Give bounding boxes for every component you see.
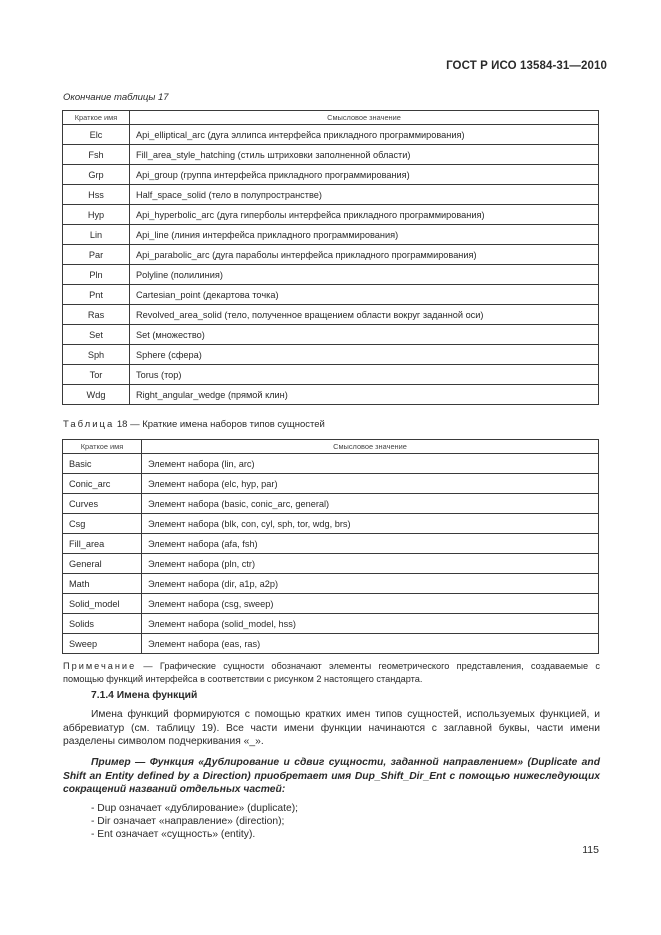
table-row: [63, 534, 599, 554]
table-row: [63, 225, 599, 245]
cell-short-name: General: [63, 554, 142, 574]
cell-meaning: Polyline (полилиния): [130, 265, 599, 285]
cell-meaning: Half_space_solid (тело в полупространстве): [130, 185, 599, 205]
table-row: [63, 385, 599, 405]
cell-meaning: Right_angular_wedge (прямой клин): [130, 385, 599, 405]
table-row: [63, 614, 599, 634]
page-number: 115: [582, 844, 599, 856]
column-header-meaning: Смысловое значение: [130, 111, 599, 125]
table-row: [63, 285, 599, 305]
cell-short-name: Set: [63, 325, 130, 345]
paragraph-function-names: Имена функций формируются с помощью кратких имен типов сущностей, используемых функцией, и аббревиатур (см. таблицу 19). Все части имени функции начинаются с заглавной буквы, части имени разделены символом подчеркивания «_».: [63, 709, 600, 747]
cell-meaning: Элемент набора (csg, sweep): [142, 594, 599, 614]
cell-short-name: Hyp: [63, 205, 130, 225]
cell-meaning: Элемент набора (pln, ctr): [142, 554, 599, 574]
table-row: [63, 325, 599, 345]
table-row: [63, 345, 599, 365]
table18-caption: [63, 419, 325, 430]
cell-short-name: Hss: [63, 185, 130, 205]
cell-short-name: Solids: [63, 614, 142, 634]
list-item: - Dir означает «направление» (direction);: [91, 816, 285, 827]
cell-short-name: Par: [63, 245, 130, 265]
cell-meaning: Set (множество): [130, 325, 599, 345]
cell-short-name: Math: [63, 574, 142, 594]
table-row: [63, 494, 599, 514]
table-header-row: [63, 440, 599, 454]
cell-short-name: Grp: [63, 165, 130, 185]
cell-meaning: Элемент набора (solid_model, hss): [142, 614, 599, 634]
table-row: [63, 245, 599, 265]
note-text: — Графические сущности обозначают элементы геометрического представления, создаваемые с помощью функций интерфейса в соответствии с рисунком 2 настоящего стандарта.: [63, 661, 600, 684]
note-label: Примечание: [63, 661, 137, 671]
table-row: [63, 454, 599, 474]
table-row: [63, 594, 599, 614]
table-header-row: [63, 111, 599, 125]
cell-short-name: Lin: [63, 225, 130, 245]
note: [63, 660, 600, 685]
table-row: [63, 365, 599, 385]
table-row: [63, 514, 599, 534]
abbreviation-list: [91, 802, 298, 841]
paragraph-example: Пример — Функция «Дублирование и сдвиг сущности, заданной направлением» (Duplicate and Shift an Entity defined by a Direction) приобретает имя Dup_Shift_Dir_Ent с помощью нижеследующих сокращений названий отдельных частей:: [63, 757, 600, 795]
cell-short-name: Tor: [63, 365, 130, 385]
cell-short-name: Conic_arc: [63, 474, 142, 494]
table-row: [63, 125, 599, 145]
table-row: [63, 185, 599, 205]
column-header-short-name: Краткое имя: [63, 111, 130, 125]
cell-meaning: Элемент набора (blk, con, cyl, sph, tor, wdg, brs): [142, 514, 599, 534]
table-row: [63, 265, 599, 285]
document-code: ГОСТ Р ИСО 13584-31—2010: [446, 60, 607, 72]
table-row: [63, 145, 599, 165]
table-17: [62, 110, 599, 405]
table-row: [63, 305, 599, 325]
table-row: [63, 554, 599, 574]
cell-meaning: Элемент набора (lin, arc): [142, 454, 599, 474]
cell-meaning: Api_hyperbolic_arc (дуга гиперболы интерфейса прикладного программирования): [130, 205, 599, 225]
cell-short-name: Ras: [63, 305, 130, 325]
cell-meaning: Torus (тор): [130, 365, 599, 385]
table-18: [62, 439, 599, 654]
cell-short-name: Csg: [63, 514, 142, 534]
cell-meaning: Api_elliptical_arc (дуга эллипса интерфейса прикладного программирования): [130, 125, 599, 145]
cell-meaning: Элемент набора (afa, fsh): [142, 534, 599, 554]
cell-meaning: Элемент набора (eas, ras): [142, 634, 599, 654]
cell-meaning: Элемент набора (elc, hyp, par): [142, 474, 599, 494]
cell-meaning: Api_group (группа интерфейса прикладного программирования): [130, 165, 599, 185]
table18-caption-text: 18 — Краткие имена наборов типов сущностей: [116, 419, 325, 430]
cell-meaning: Sphere (сфера): [130, 345, 599, 365]
column-header-short-name: Краткое имя: [63, 440, 142, 454]
list-item: - Dup означает «дублирование» (duplicate);: [91, 803, 299, 814]
cell-short-name: Elc: [63, 125, 130, 145]
table-row: [63, 574, 599, 594]
cell-meaning: Cartesian_point (декартова точка): [130, 285, 599, 305]
table18-caption-label: Таблица: [63, 419, 115, 430]
cell-short-name: Solid_model: [63, 594, 142, 614]
cell-short-name: Sweep: [63, 634, 142, 654]
cell-meaning: Api_line (линия интерфейса прикладного программирования): [130, 225, 599, 245]
cell-meaning: Fill_area_style_hatching (стиль штриховки заполненной области): [130, 145, 599, 165]
table17-caption: Окончание таблицы 17: [63, 92, 169, 103]
cell-short-name: Sph: [63, 345, 130, 365]
table-row: [63, 205, 599, 225]
column-header-meaning: Смысловое значение: [142, 440, 599, 454]
list-item: - Ent означает «сущность» (entity).: [91, 829, 256, 840]
cell-meaning: Элемент набора (basic, conic_arc, general): [142, 494, 599, 514]
cell-short-name: Fill_area: [63, 534, 142, 554]
section-title: 7.1.4 Имена функций: [91, 690, 198, 701]
cell-short-name: Pnt: [63, 285, 130, 305]
cell-meaning: Элемент набора (dir, a1p, a2p): [142, 574, 599, 594]
cell-short-name: Pln: [63, 265, 130, 285]
cell-short-name: Basic: [63, 454, 142, 474]
cell-short-name: Curves: [63, 494, 142, 514]
table-row: [63, 165, 599, 185]
cell-meaning: Api_parabolic_arc (дуга параболы интерфейса прикладного программирования): [130, 245, 599, 265]
cell-meaning: Revolved_area_solid (тело, полученное вращением области вокруг заданной оси): [130, 305, 599, 325]
cell-short-name: Fsh: [63, 145, 130, 165]
cell-short-name: Wdg: [63, 385, 130, 405]
table-row: [63, 474, 599, 494]
table-row: [63, 634, 599, 654]
